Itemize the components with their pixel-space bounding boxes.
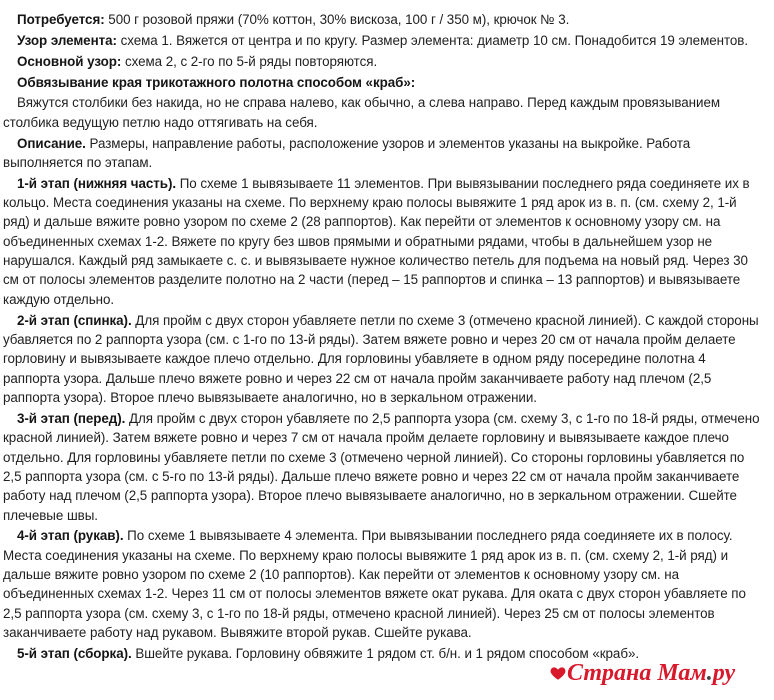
paragraph-body: схема 2, с 2-го по 5-й ряды повторяются. <box>121 53 378 69</box>
paragraph-materials <box>3 10 761 29</box>
paragraph-stage-3 <box>3 409 761 525</box>
paragraph-stage-1 <box>3 174 761 309</box>
paragraph-body: Для пройм с двух сторон убавляете по 2,5 раппорта узора (см. схему 3, с 1-го по 18-й ряды, отмечено красной линией). Затем вяжете ровно и через 7 см от начала пройм делаете горловину и вывязываете каждое плечо отдельно. Для горловины убавляете петли по схеме 3 (отмечено черной линией). Со стороны горловины убавляется по 2,5 раппорта узора (см. с 5-го по 13-й ряды). Дальше плечо вяжете ровно и через 22 см от начала пройм заканчиваете работу над плечом (2,5 раппорта узора). Второе плечо вывязываете аналогично, но в зеркальном отражении. Сшейте плечевые швы. <box>3 410 760 523</box>
document-text <box>3 10 761 665</box>
paragraph-crab-heading <box>3 73 761 92</box>
paragraph-label: 1-й этап (нижняя часть). <box>17 175 177 191</box>
paragraph-label: Описание. <box>17 135 86 151</box>
paragraph-body: Размеры, направление работы, расположение узоров и элементов указаны на выкройке. Работа выполняется по этапам. <box>3 135 691 170</box>
paragraph-label: Основной узор: <box>17 53 122 69</box>
paragraph-label: 2-й этап (спинка). <box>17 312 132 328</box>
paragraph-main-pattern <box>3 52 761 71</box>
paragraph-body: схема 1. Вяжется от центра и по кругу. Размер элемента: диаметр 10 см. Понадобится 19 элементов. <box>116 32 749 48</box>
paragraph-body: Для пройм с двух сторон убавляете петли по схеме 3 (отмечено красной линией). С каждой стороны убавляется по 2 раппорта узора (см. с 1-го по 13-й ряды). Затем вяжете ровно и через 20 см от начала пройм делаете горловину и вывязываете каждое плечо отдельно. Для горловины убавляете в одном ряду посередине полотна 4 раппорта узора. Дальше плечо вяжете ровно и через 22 см от начала пройм заканчиваете работу над плечом (2,5 раппорта узора). Второе плечо вывязываете аналогично, но в зеркальном отражении. <box>3 312 759 406</box>
paragraph-label: Потребуется: <box>17 12 105 27</box>
paragraph-label: Обвязывание края трикотажного полотна способом «краб»: <box>17 74 416 90</box>
paragraph-body: По схеме 1 вывязываете 11 элементов. При вывязывании последнего ряда соединяете их в кольцо. Места соединения указаны на схеме. По верхнему краю полосы вывяжите 1 ряд арок из в. п. (см. схему 2, 1-й ряд) и дальше вяжите ровно узором по схеме 2 (28 раппортов). Как перейти от элементов к основному узору см. на объединенных схемах 1-2. Вяжете по кругу без швов прямыми и обратными рядами, чтобы в дальнейшем узор не нарушался. Каждый ряд замыкаете с. с. и вывязываете нужное количество петель для подъема на новый ряд. Через 30 см от полосы элементов разделите полотно на 2 части (перед – 15 раппортов и спинка – 13 раппортов) и вывязываете каждую отдельно. <box>3 175 750 307</box>
heart-icon <box>549 664 567 682</box>
paragraph-label: 3-й этап (перед). <box>17 410 126 426</box>
paragraph-description <box>3 134 761 173</box>
paragraph-element-pattern <box>3 31 761 50</box>
paragraph-stage-4 <box>3 526 761 642</box>
paragraph-body: Вшейте рукава. Горловину обвяжите 1 рядом ст. б/н. и 1 рядом способом «краб». <box>131 646 640 661</box>
paragraph-body: По схеме 1 вывязываете 4 элемента. При вывязывании последнего ряда соединяете их в полосу. Места соединения указаны на схеме. По верхнему краю полосы вывяжите 1 ряд арок из в. п. (см. схему 2, 1-й ряд) и дальше вяжите ровно узором по схеме 2 (10 раппортов). Как перейти от элементов к основному узору см. на объединенных схемах 1-2. Через 11 см от полосы элементов вяжете окат рукава. Для оката с двух сторон убавляете по 2,5 раппорта узора (см. схему 3, с 1-го по 18-й ряды, отмечено красной линией). Через 25 см от полосы элементов заканчиваете работу над рукавом. Вывяжите второй рукав. Сшейте рукава. <box>3 528 746 641</box>
watermark-site: Страна Мам <box>567 660 707 686</box>
paragraph-label: 5-й этап (сборка). <box>17 646 132 661</box>
paragraph-stage-2 <box>3 311 761 408</box>
paragraph-label: Узор элемента: <box>17 32 117 48</box>
paragraph-body: Вяжутся столбики без накида, но не справа налево, как обычно, а слева направо. Перед каждым провязыванием столбика ведущую петлю надо оттягивать на себя. <box>3 95 721 130</box>
watermark-text <box>567 660 735 687</box>
paragraph-body: 500 г розовой пряжи (70% коттон, 30% вискоза, 100 г / 350 м), крючок № 3. <box>104 12 570 27</box>
site-watermark <box>549 658 769 692</box>
paragraph-crab-body <box>3 93 761 132</box>
watermark-tld: ру <box>712 660 736 686</box>
paragraph-label: 4-й этап (рукав). <box>17 528 124 544</box>
watermark-dot: . <box>706 660 713 686</box>
